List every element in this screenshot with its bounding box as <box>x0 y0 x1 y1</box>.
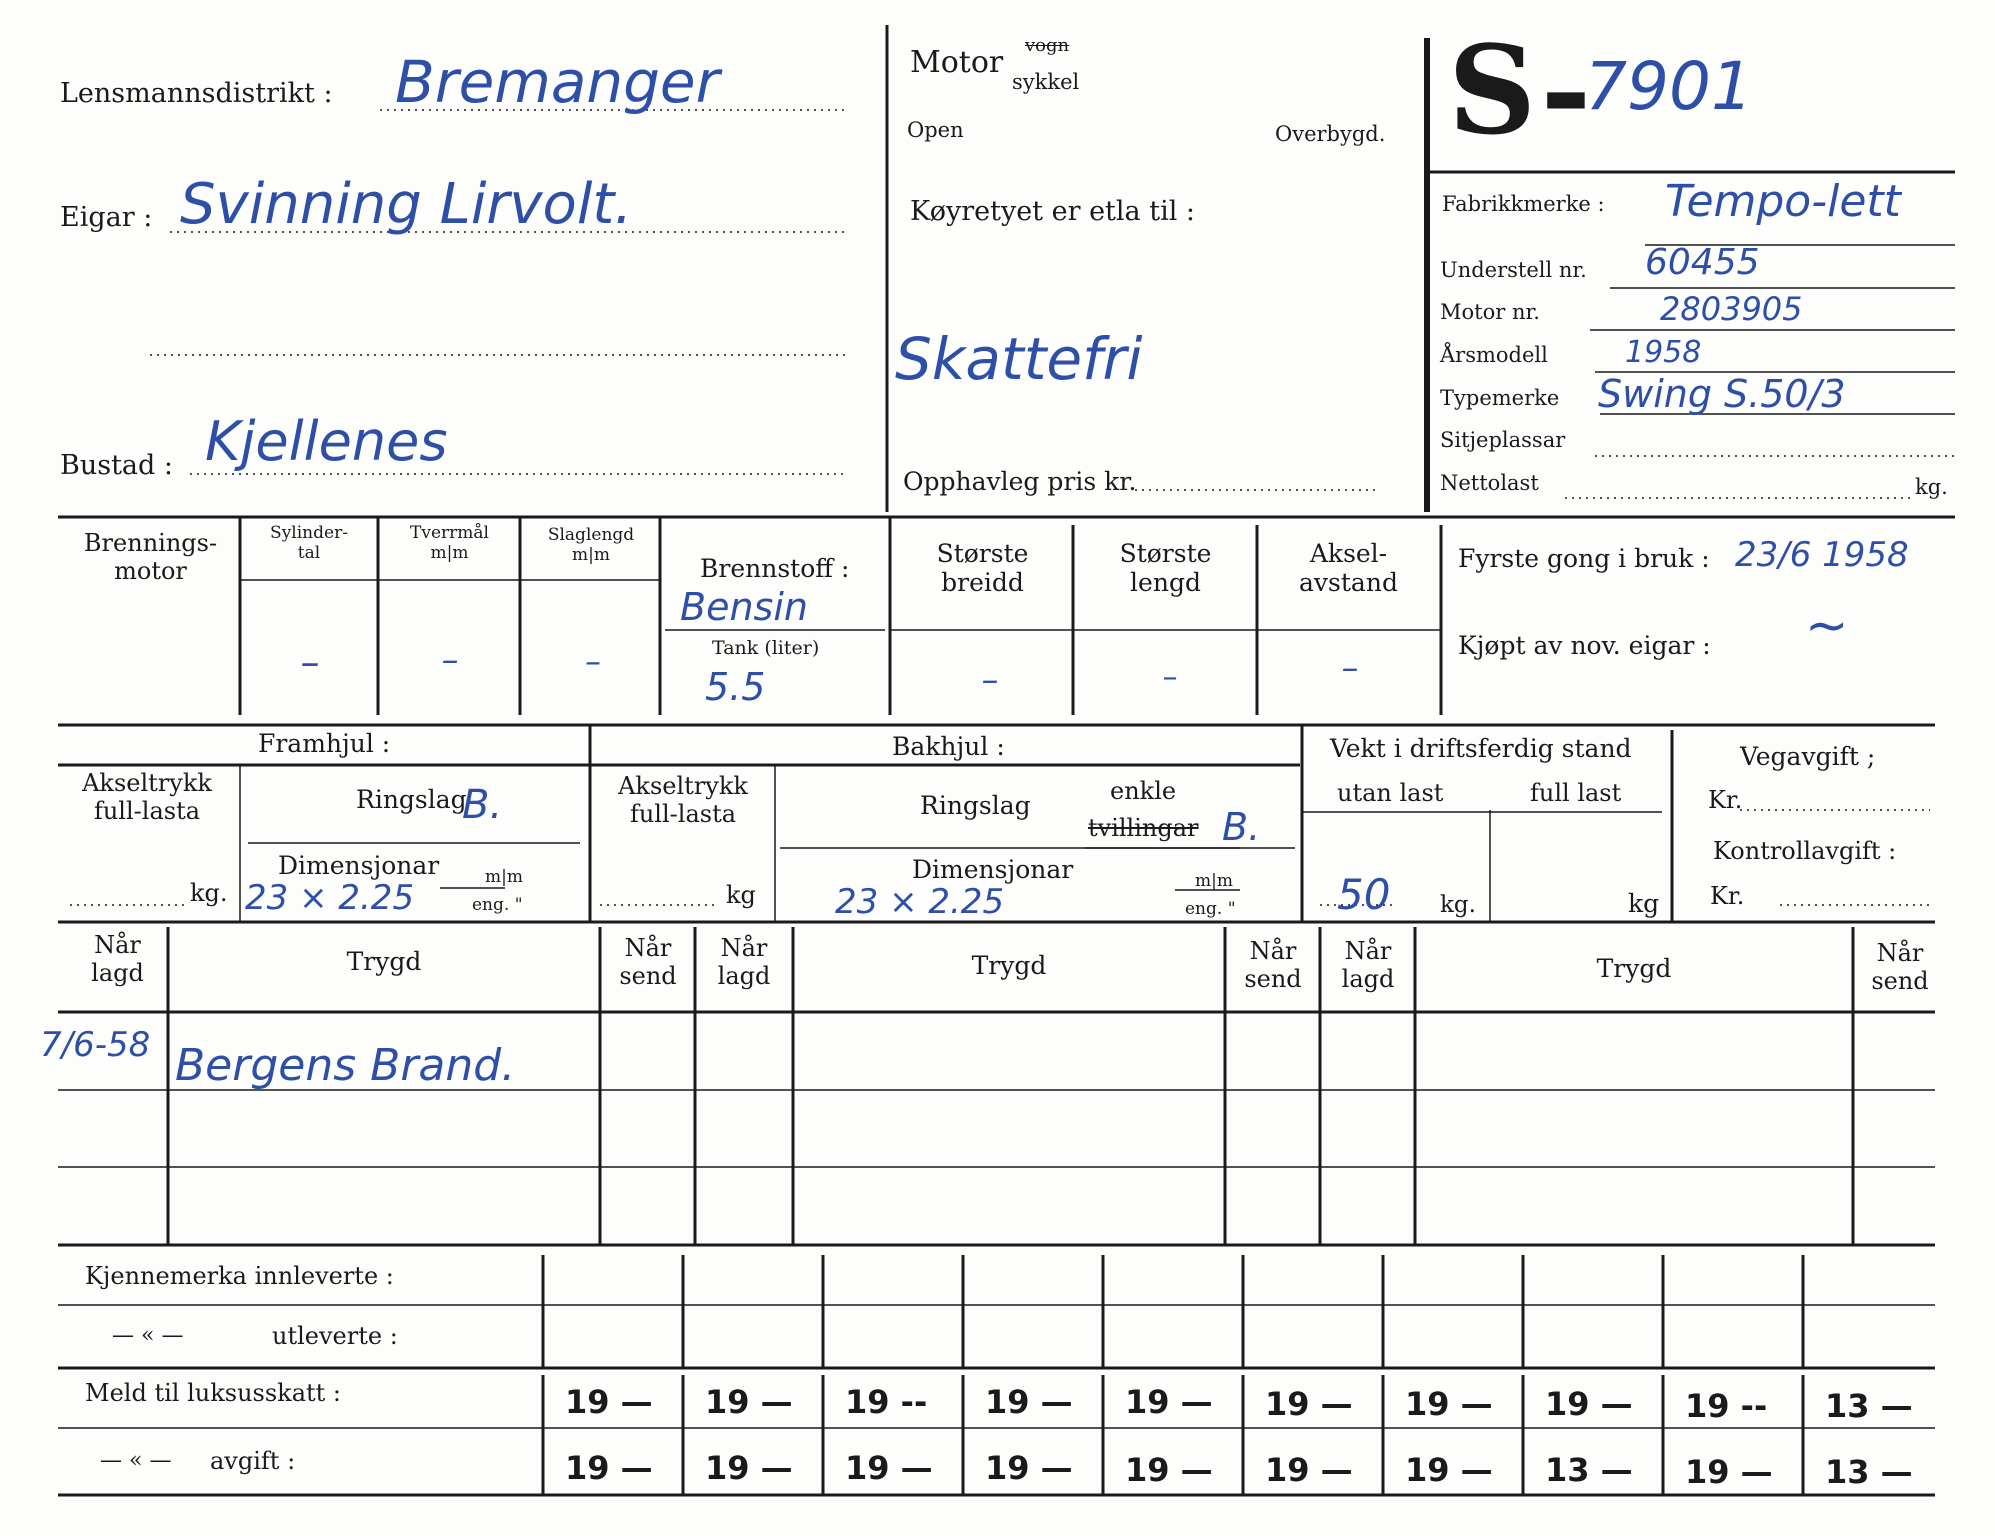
rear-dimensions-label: Dimensjonar <box>912 855 1074 884</box>
rear-tyre-value: B. <box>1222 805 1261 849</box>
engine-label: Brennings- motor <box>83 529 218 585</box>
ins-insurer-1: Trygd <box>346 947 422 976</box>
luxury-report-label: Meld til luksusskatt : <box>85 1379 342 1407</box>
stroke-label: Slaglengd m|m <box>547 525 635 565</box>
length-label: Største lengd <box>1119 539 1212 597</box>
luxury-year-r2-c2: 19 — <box>705 1449 793 1487</box>
front-tyre-value: B. <box>462 782 503 828</box>
plates-ditto: — « — <box>112 1323 184 1348</box>
front-dimensions-label: Dimensjonar <box>278 851 440 880</box>
district-value: Bremanger <box>395 48 720 116</box>
ins-row1-insurer: Bergens Brand. <box>175 1040 516 1091</box>
ins-when-sent-2: Når send <box>1244 937 1302 993</box>
luxury-year-r1-c5: 19 — <box>1125 1383 1213 1421</box>
width-label: Største breidd <box>936 539 1029 597</box>
type-value: Swing S.50/3 <box>1598 372 1846 416</box>
registration-number: 7901 <box>1585 48 1753 125</box>
cylinders-value: – <box>300 640 320 684</box>
motor-label: Motor <box>910 45 1004 80</box>
residence-label: Bustad : <box>60 450 173 481</box>
luxury-year-r2-c6: 19 — <box>1265 1451 1353 1489</box>
weight-full-kg: kg <box>1628 889 1660 918</box>
rear-tyre-label: Ringslag <box>920 791 1031 820</box>
first-use-value: 23/6 1958 <box>1735 535 1909 575</box>
luxury-year-r2-c5: 19 — <box>1125 1451 1213 1489</box>
road-fee-label: Vegavgift ; <box>1740 742 1876 771</box>
luxury-year-r1-c6: 19 — <box>1265 1385 1353 1423</box>
luxury-fee-label: avgift : <box>210 1447 296 1475</box>
front-eng-label: eng. " <box>472 895 523 915</box>
ins-insurer-2: Trygd <box>971 951 1047 980</box>
rear-kg-label: kg <box>726 881 756 909</box>
luxury-year-r2-c4: 19 — <box>985 1449 1073 1487</box>
luxury-year-r1-c8: 19 — <box>1545 1385 1633 1423</box>
seats-label: Sitjeplassar <box>1440 428 1566 452</box>
owner-value: Svinning Lirvolt. <box>180 172 633 237</box>
luxury-year-r1-c3: 19 -- <box>845 1383 928 1421</box>
luxury-year-r1-c2: 19 — <box>705 1383 793 1421</box>
front-wheel-title: Framhjul : <box>258 729 391 758</box>
price-label: Opphavleg pris kr. <box>903 467 1137 496</box>
bought-by-value: ~ <box>1805 596 1849 656</box>
rear-wheel-title: Bakhjul : <box>892 732 1005 761</box>
luxury-year-r2-c8: 13 — <box>1545 1451 1633 1489</box>
luxury-ditto: — « — <box>100 1448 172 1473</box>
weight-empty-label: utan last <box>1337 779 1444 807</box>
sykkel-label: sykkel <box>1012 70 1080 94</box>
luxury-year-r1-c9: 19 -- <box>1685 1387 1768 1425</box>
motor-number-value: 2803905 <box>1660 290 1803 328</box>
covered-label: Overbygd. <box>1275 122 1386 146</box>
payload-unit: kg. <box>1915 475 1948 499</box>
front-axle-label: Akseltrykk full-lasta <box>82 769 212 825</box>
weight-title: Vekt i driftsferdig stand <box>1330 734 1632 763</box>
axle-distance-value: – <box>1341 648 1359 688</box>
district-label: Lensmannsdistrikt : <box>60 78 333 109</box>
type-label: Typemerke <box>1440 386 1560 410</box>
control-fee-kr: Kr. <box>1710 882 1745 910</box>
fuel-label: Brennstoff : <box>700 554 850 583</box>
tank-label: Tank (liter) <box>712 637 820 659</box>
ins-insurer-3: Trygd <box>1596 954 1672 983</box>
registration-prefix: S- <box>1448 18 1592 162</box>
fuel-value: Bensin <box>680 585 808 629</box>
luxury-year-r1-c7: 19 — <box>1405 1385 1493 1423</box>
luxury-year-r1-c10: 13 — <box>1825 1387 1913 1425</box>
axle-distance-label: Aksel- avstand <box>1299 539 1398 597</box>
make-value: Tempo-lett <box>1665 176 1901 227</box>
rear-twin-label: tvillingar <box>1088 814 1199 842</box>
luxury-year-r2-c7: 19 — <box>1405 1451 1493 1489</box>
ins-row1-date: 7/6-58 <box>40 1025 151 1065</box>
chassis-label: Understell nr. <box>1440 258 1587 282</box>
intended-use-label: Køyretyet er etla til : <box>910 196 1196 227</box>
stroke-value: – <box>585 642 601 680</box>
luxury-year-r1-c4: 19 — <box>985 1383 1073 1421</box>
make-label: Fabrikkmerke : <box>1442 192 1605 216</box>
weight-full-label: full last <box>1530 779 1622 807</box>
model-year-value: 1958 <box>1625 335 1702 370</box>
ins-when-sent-3: Når send <box>1871 939 1929 995</box>
weight-empty-value: 50 <box>1337 870 1391 919</box>
luxury-year-r2-c3: 19 — <box>845 1449 933 1487</box>
vogn-label: vogn <box>1025 35 1070 56</box>
weight-empty-kg: kg. <box>1440 892 1476 918</box>
road-fee-kr: Kr. <box>1708 786 1743 814</box>
bore-label: Tverrmål m|m <box>410 523 489 563</box>
residence-value: Kjellenes <box>205 410 448 473</box>
cylinders-label: Sylinder- tal <box>270 523 348 563</box>
front-mm-label: m|m <box>485 867 523 887</box>
rear-axle-label: Akseltrykk full-lasta <box>618 772 748 828</box>
payload-label: Nettolast <box>1440 471 1539 495</box>
first-use-label: Fyrste gong i bruk : <box>1458 544 1710 573</box>
intended-use-value: Skattefri <box>895 325 1143 393</box>
bought-by-label: Kjøpt av nov. eigar : <box>1458 631 1711 660</box>
length-value: – <box>1162 660 1178 695</box>
plates-delivered-out-label: utleverte : <box>272 1322 398 1350</box>
motor-number-label: Motor nr. <box>1440 300 1540 324</box>
front-tyre-label: Ringslag <box>356 785 467 814</box>
rear-eng-label: eng. " <box>1185 899 1236 919</box>
ins-when-laid-2: Når lagd <box>717 934 771 990</box>
chassis-value: 60455 <box>1645 242 1760 283</box>
open-label: Open <box>907 118 964 142</box>
rear-dimensions-value: 23 × 2.25 <box>835 882 1005 922</box>
plates-delivered-in-label: Kjennemerka innleverte : <box>85 1262 394 1290</box>
model-year-label: Årsmodell <box>1440 343 1548 367</box>
bore-value: – <box>441 640 459 680</box>
luxury-year-r2-c1: 19 — <box>565 1449 653 1487</box>
ins-when-laid-3: Når lagd <box>1341 937 1395 993</box>
control-fee-label: Kontrollavgift : <box>1713 837 1897 865</box>
front-kg-label: kg. <box>190 879 228 907</box>
ins-when-laid-1: Når lagd <box>91 931 144 987</box>
luxury-year-r2-c9: 19 — <box>1685 1453 1773 1491</box>
luxury-year-r1-c1: 19 — <box>565 1383 653 1421</box>
luxury-year-r2-c10: 13 — <box>1825 1453 1913 1491</box>
front-dimensions-value: 23 × 2.25 <box>245 878 415 918</box>
tank-value: 5.5 <box>705 665 766 709</box>
ins-when-sent-1: Når send <box>619 934 677 990</box>
rear-single-label: enkle <box>1110 777 1177 805</box>
width-value: – <box>981 660 999 700</box>
rear-mm-label: m|m <box>1195 871 1233 891</box>
owner-label: Eigar : <box>60 202 153 233</box>
